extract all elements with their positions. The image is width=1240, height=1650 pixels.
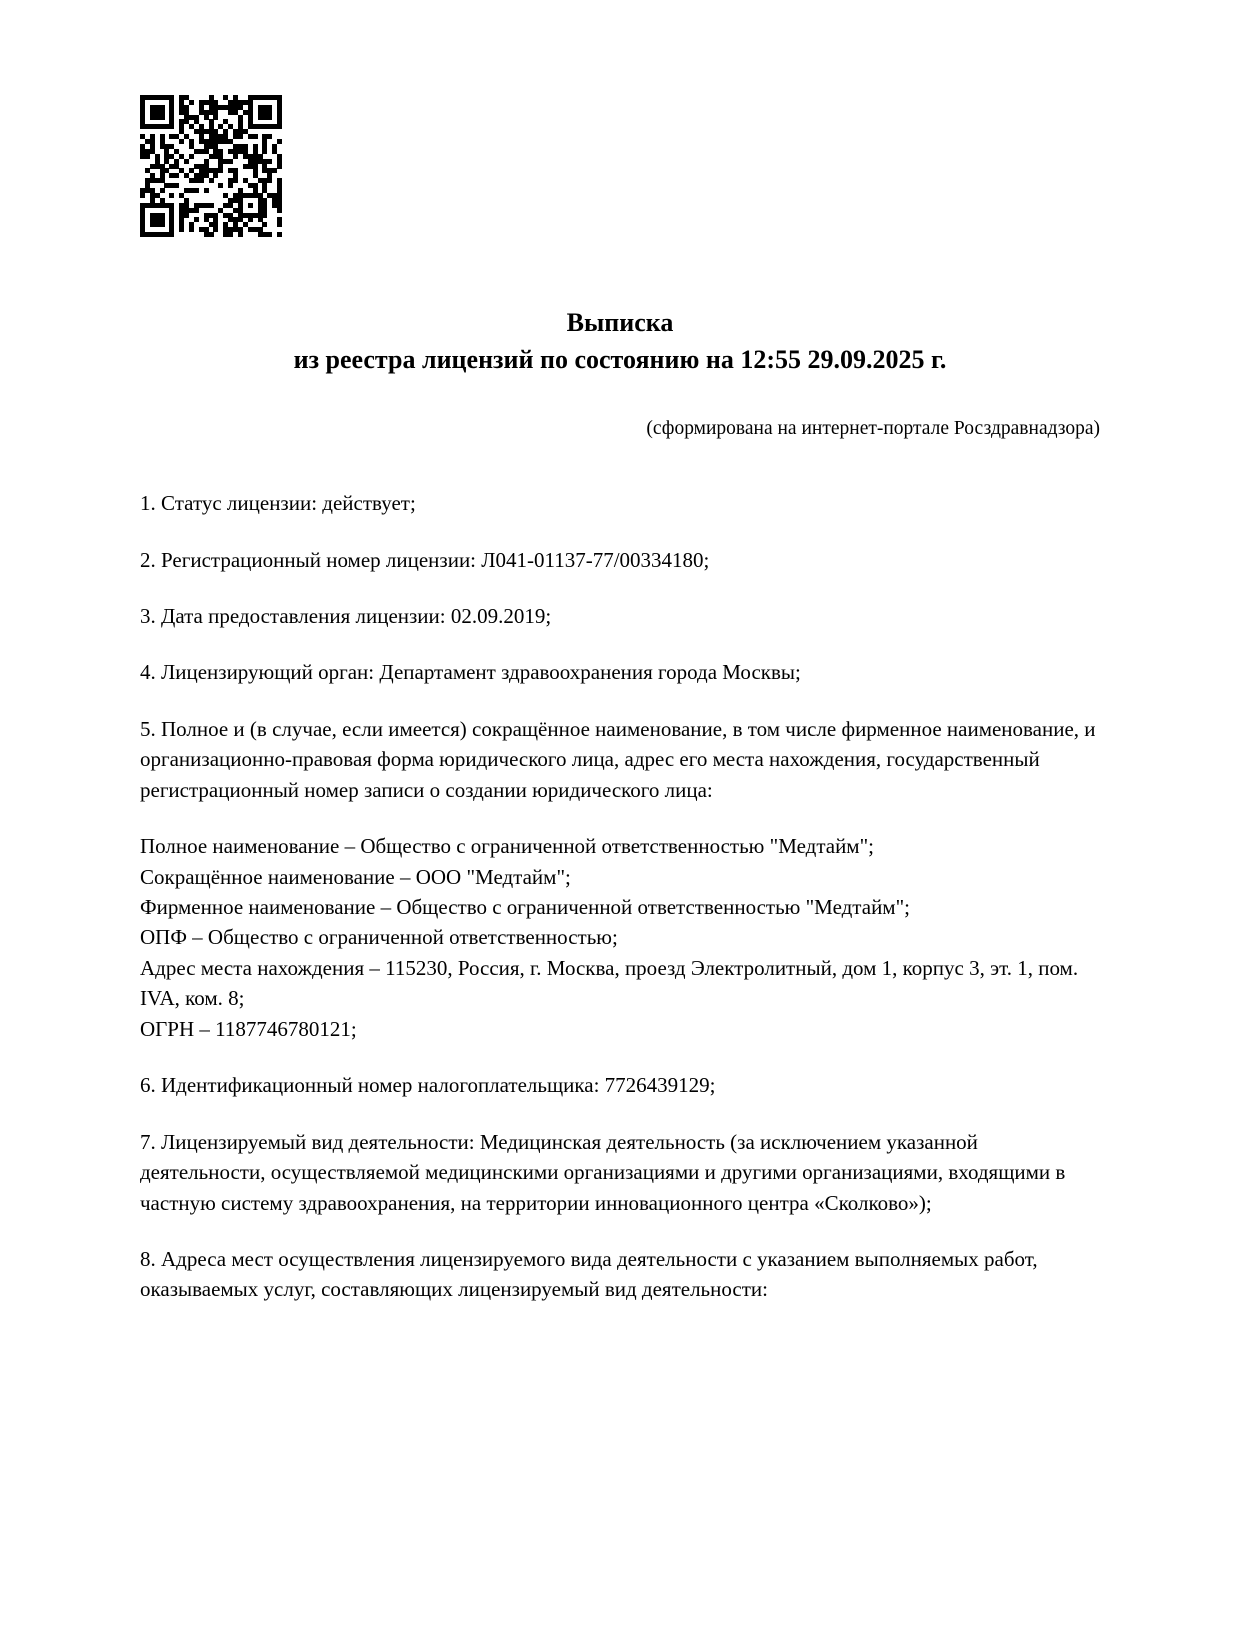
document-body xyxy=(140,488,1100,1305)
license-item-number: 2. Регистрационный номер лицензии: Л041-01137-77/00334180; xyxy=(140,547,710,572)
page-title xyxy=(140,305,1100,379)
license-item-date: 3. Дата предоставления лицензии: 02.09.2019; xyxy=(140,603,552,628)
license-item-authority: 4. Лицензирующий орган: Департамент здравоохранения города Москвы; xyxy=(140,660,801,685)
title-line-2: из реестра лицензий по состоянию на 12:55 29.09.2025 г. xyxy=(293,344,947,374)
entity-brand-name: Фирменное наименование – Общество с ограниченной ответственностью "Медтайм"; xyxy=(140,895,910,920)
license-item-activity: 7. Лицензируемый вид деятельности: Медицинская деятельность (за исключением указанной деятельности, осуществляемой медицинскими организациями и другими организациями, входящими в частную систему здравоохранения, на территории инновационного центра «Сколково»); xyxy=(140,1129,1066,1215)
entity-legal-form: ОПФ – Общество с ограниченной ответственностью; xyxy=(140,925,618,950)
entity-full-name: Полное наименование – Общество с ограниченной ответственностью "Медтайм"; xyxy=(140,834,875,859)
qr-code-image xyxy=(140,95,282,237)
entity-short-name: Сокращённое наименование – ООО "Медтайм"; xyxy=(140,864,571,889)
license-item-addresses: 8. Адреса мест осуществления лицензируемого вида деятельности с указанием выполняемых работ, оказываемых услуг, составляющих лицензируемый вид деятельности: xyxy=(140,1246,1038,1302)
qr-code xyxy=(140,95,282,237)
entity-address: Адрес места нахождения – 115230, Россия, г. Москва, проезд Электролитный, дом 1, корпус 3, эт. 1, пом. IVA, ком. 8; xyxy=(140,955,1079,1011)
document-content xyxy=(140,305,1100,1305)
document-subtitle: (сформирована на интернет-портале Росздравнадзора) xyxy=(646,417,1100,439)
title-line-1: Выписка xyxy=(566,308,674,337)
entity-details xyxy=(140,831,1100,1044)
license-item-inn: 6. Идентификационный номер налогоплательщика: 7726439129; xyxy=(140,1073,716,1098)
license-item-status: 1. Статус лицензии: действует; xyxy=(140,491,416,516)
entity-ogrn: ОГРН – 1187746780121; xyxy=(140,1016,357,1041)
license-item-entity-intro: 5. Полное и (в случае, если имеется) сокращённое наименование, в том числе фирменное наименование, и организационно-правовая форма юридического лица, адрес его места нахождения, государственный регистрационный номер записи о создании юридического лица: xyxy=(140,716,1096,802)
